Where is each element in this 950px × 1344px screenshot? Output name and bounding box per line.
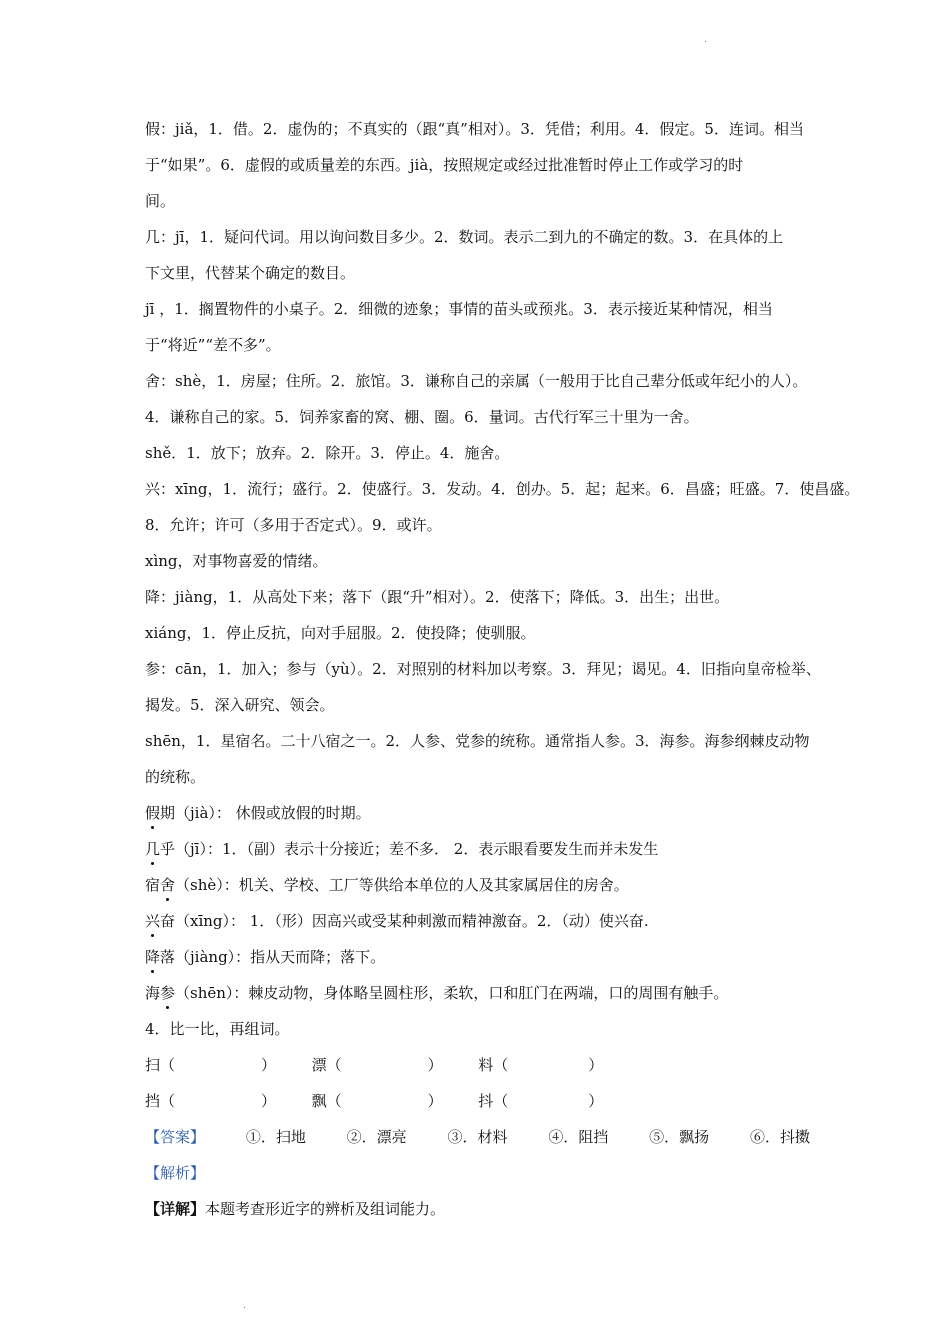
answer-item: ⑥．抖擞 (749, 1128, 810, 1146)
definition-line: 兴：xīng，1．流行；盛行。2．使盛行。3．发动。4．创办。5．起；起来。6．昌盛；旺盛。7．使昌盛。 (145, 480, 860, 498)
definition-line: shēn，1．星宿名。二十八宿之一。2．人参、党参的统称。通常指人参。3．海参。海参纲棘皮动物 (145, 732, 810, 750)
compare-row-2: 挡（ ） 飘（ ） 抖（ ） (145, 1092, 604, 1110)
answer-line (145, 1126, 810, 1148)
definition-line: 降：jiàng，1．从高处下来；落下（跟“升”相对）。2．使落下；降低。3．出生；出世。 (145, 588, 730, 606)
analysis-label: 【解析】 (145, 1164, 206, 1182)
definition-line: 参：cān，1．加入；参与（yù）。2．对照别的材料加以考察。3．拜见；谒见。4．旧指向皇帝检举、 (145, 660, 821, 678)
compare-row-1: 扫（ ） 漂（ ） 料（ ） (145, 1056, 604, 1074)
emphasized-char: 假 (145, 804, 161, 822)
word-line: 假期（jià）： 休假或放假的时期。 (145, 804, 371, 822)
definition-line: jī ，1．搁置物件的小桌子。2．细微的迹象；事情的苗头或预兆。3．表示接近某种情况，相当 (145, 300, 773, 318)
definition-line: 8．允许；许可（多用于否定式）。9．或许。 (145, 516, 442, 534)
definition-line: 的统称。 (145, 768, 206, 786)
answer-item: ①．扫地 (245, 1128, 306, 1146)
answer-item: ②．漂亮 (346, 1128, 407, 1146)
definition-line: 于“如果”。6．虚假的或质量差的东西。jià，按照规定或经过批准暂时停止工作或学习的时 (145, 156, 744, 174)
answer-item: ⑤．飘扬 (649, 1128, 710, 1146)
detail-text: 本题考查形近字的辨析及组词能力。 (205, 1200, 446, 1218)
answer-label: 【答案】 (145, 1128, 206, 1146)
word-line: 几乎（jī）：1．（副）表示十分接近；差不多． 2．表示眼看要发生而并未发生 (145, 840, 659, 858)
answer-item: ④．阻挡 (548, 1128, 609, 1146)
definition-line: 下文里，代替某个确定的数目。 (145, 264, 356, 282)
word-line: 兴奋（xīng）： 1．（形）因高兴或受某种刺激而精神激奋。2．（动）使兴奋. (145, 912, 649, 930)
definition-line: 4．谦称自己的家。5．饲养家畜的窝、棚、圈。6．量词。古代行军三十里为一舍。 (145, 408, 699, 426)
emphasized-char: 兴 (145, 912, 161, 930)
definition-line: 揭发。5．深入研究、领会。 (145, 696, 335, 714)
definition-line: 间。 (145, 192, 176, 210)
detail-line (145, 1198, 445, 1220)
definition-line: 于“将近”“差不多”。 (145, 336, 281, 354)
emphasized-char: 舍 (160, 876, 176, 894)
definition-line: xiáng，1．停止反抗，向对手屈服。2．使投降；使驯服。 (145, 624, 536, 642)
definition-line: xìng，对事物喜爱的情绪。 (145, 552, 328, 570)
definition-line: shě．1．放下；放弃。2．除开。3．停止。4．施舍。 (145, 444, 510, 462)
page-mark-bottom: · (243, 1303, 247, 1314)
word-line: 降落（jiàng）：指从天而降；落下。 (145, 948, 386, 966)
definition-line: 舍：shè，1．房屋；住所。2．旅馆。3．谦称自己的亲属（一般用于比自己辈分低或年纪小的人）。 (145, 372, 808, 390)
answer-item: ③．材料 (447, 1128, 508, 1146)
word-line: 宿舍（shè）：机关、学校、工厂等供给本单位的人及其家属居住的房舍。 (145, 876, 629, 894)
emphasized-char: 参 (160, 984, 176, 1002)
page-mark-top: · (704, 37, 708, 48)
emphasized-char: 降 (145, 948, 161, 966)
emphasized-char: 几 (145, 840, 161, 858)
word-line: 海参（shēn）：棘皮动物，身体略呈圆柱形，柔软，口和肛门在两端，口的周围有触手。 (145, 984, 729, 1002)
definition-line: 假：jiǎ，1．借。2．虚伪的；不真实的（跟“真”相对）。3．凭借；利用。4．假定。5．连词。相当 (145, 120, 804, 138)
question-title: 4．比一比，再组词。 (145, 1020, 290, 1038)
detail-label: 【详解】 (145, 1200, 206, 1218)
definition-line: 几：jī，1．疑问代词。用以询问数目多少。2．数词。表示二到九的不确定的数。3．在具体的上 (145, 228, 784, 246)
